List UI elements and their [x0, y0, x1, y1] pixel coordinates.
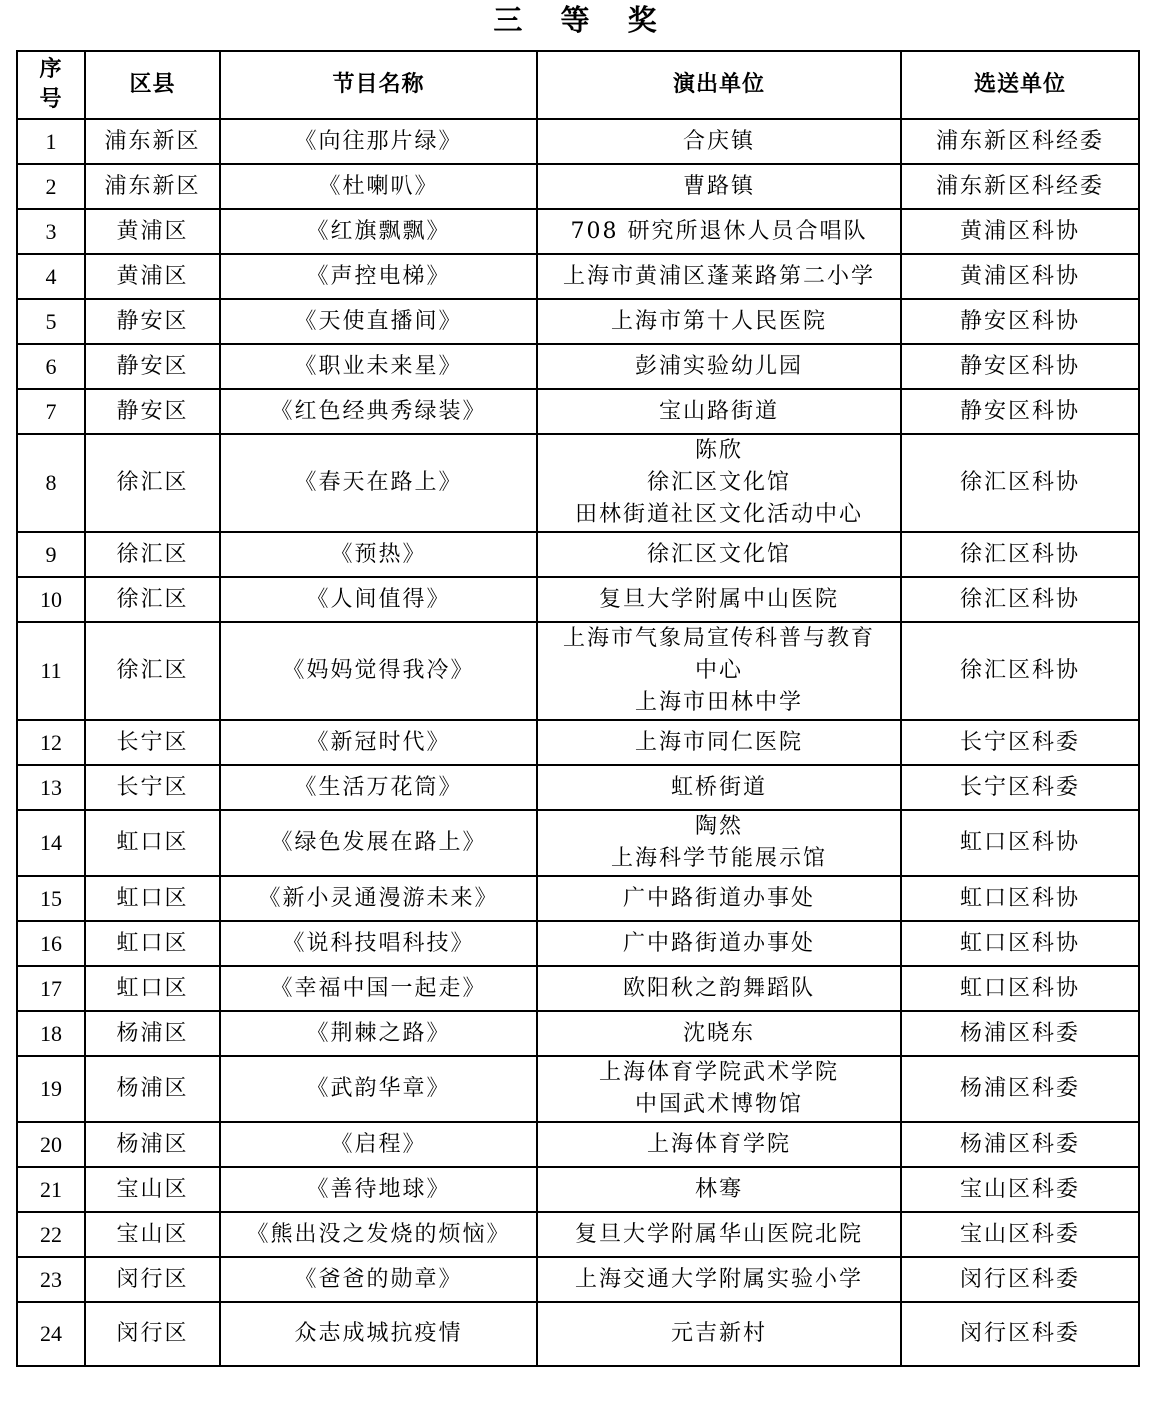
cell-program: 《爸爸的勋章》: [220, 1257, 537, 1302]
column-header-program: 节目名称: [220, 51, 537, 119]
cell-program: 《天使直播间》: [220, 299, 537, 344]
table-row: [17, 389, 1139, 434]
cell-sender: 虹口区科协: [901, 876, 1139, 921]
cell-sender: 宝山区科委: [901, 1212, 1139, 1257]
cell-no: 8: [17, 434, 85, 532]
table-header: [17, 51, 1139, 119]
cell-sender: 徐汇区科协: [901, 622, 1139, 720]
performer-line: 708 研究所退休人员合唱队: [570, 218, 868, 244]
cell-performer: [537, 577, 901, 622]
cell-district: 长宁区: [85, 720, 220, 765]
cell-performer: [537, 810, 901, 876]
cell-program: 《妈妈觉得我冷》: [220, 622, 537, 720]
performer-line: 复旦大学附属华山医院北院: [574, 1221, 863, 1247]
awards-table: [16, 50, 1140, 1367]
table-row: [17, 577, 1139, 622]
cell-district: 徐汇区: [85, 622, 220, 720]
performer-line: 陶然: [694, 814, 743, 839]
cell-sender: 虹口区科协: [901, 921, 1139, 966]
cell-district: 徐汇区: [85, 434, 220, 532]
performer-line: 上海市气象局宣传科普与教育: [562, 626, 875, 651]
cell-district: 杨浦区: [85, 1056, 220, 1122]
performer-line: 上海体育学院武术学院: [598, 1060, 839, 1085]
cell-program: 《生活万花筒》: [220, 765, 537, 810]
cell-sender: 黄浦区科协: [901, 254, 1139, 299]
cell-sender: 杨浦区科委: [901, 1056, 1139, 1122]
cell-sender: 黄浦区科协: [901, 209, 1139, 254]
cell-performer: [537, 765, 901, 810]
performer-line: 上海交通大学附属实验小学: [574, 1266, 863, 1292]
cell-no: 7: [17, 389, 85, 434]
cell-performer: [537, 720, 901, 765]
performer-line: 广中路街道办事处: [622, 885, 815, 911]
table-row: [17, 765, 1139, 810]
cell-program: 《预热》: [220, 532, 537, 577]
column-header-sender: 选送单位: [901, 51, 1139, 119]
cell-district: 虹口区: [85, 966, 220, 1011]
cell-sender: 虹口区科协: [901, 810, 1139, 876]
cell-no: 5: [17, 299, 85, 344]
cell-no: 24: [17, 1302, 85, 1366]
performer-line: 复旦大学附属中山医院: [598, 586, 839, 612]
column-header-no: 序号: [17, 51, 85, 119]
cell-performer: [537, 209, 901, 254]
cell-no: 12: [17, 720, 85, 765]
column-header-performer: 演出单位: [537, 51, 901, 119]
cell-program: 《职业未来星》: [220, 344, 537, 389]
cell-district: 虹口区: [85, 810, 220, 876]
table-row: [17, 810, 1139, 876]
table-row: [17, 532, 1139, 577]
performer-line: 欧阳秋之韵舞蹈队: [622, 975, 815, 1001]
cell-district: 宝山区: [85, 1167, 220, 1212]
cell-performer: [537, 1257, 901, 1302]
cell-sender: 徐汇区科协: [901, 434, 1139, 532]
performer-line: 林骞: [694, 1176, 743, 1202]
table-row: [17, 876, 1139, 921]
performer-line: 合庆镇: [682, 128, 755, 154]
cell-program: 《声控电梯》: [220, 254, 537, 299]
cell-performer: [537, 344, 901, 389]
cell-no: 14: [17, 810, 85, 876]
cell-sender: 杨浦区科委: [901, 1122, 1139, 1167]
cell-district: 虹口区: [85, 921, 220, 966]
table-row: [17, 966, 1139, 1011]
cell-performer: [537, 119, 901, 164]
cell-no: 11: [17, 622, 85, 720]
cell-program: 众志成城抗疫情: [220, 1302, 537, 1366]
cell-sender: 徐汇区科协: [901, 532, 1139, 577]
cell-performer: [537, 254, 901, 299]
cell-district: 黄浦区: [85, 254, 220, 299]
cell-program: 《红旗飘飘》: [220, 209, 537, 254]
cell-no: 13: [17, 765, 85, 810]
table-row: [17, 1167, 1139, 1212]
cell-program: 《红色经典秀绿装》: [220, 389, 537, 434]
cell-performer: [537, 299, 901, 344]
performer-line: 上海体育学院: [646, 1131, 791, 1157]
cell-sender: 杨浦区科委: [901, 1011, 1139, 1056]
cell-no: 23: [17, 1257, 85, 1302]
cell-no: 18: [17, 1011, 85, 1056]
cell-sender: 宝山区科委: [901, 1167, 1139, 1212]
performer-line: 中心: [694, 658, 743, 683]
cell-performer: [537, 622, 901, 720]
cell-district: 黄浦区: [85, 209, 220, 254]
table-row: [17, 1122, 1139, 1167]
cell-no: 2: [17, 164, 85, 209]
performer-line: 广中路街道办事处: [622, 930, 815, 956]
cell-no: 6: [17, 344, 85, 389]
table-row: [17, 344, 1139, 389]
cell-district: 静安区: [85, 344, 220, 389]
cell-district: 杨浦区: [85, 1011, 220, 1056]
performer-line: 彭浦实验幼儿园: [634, 353, 803, 379]
table-row: [17, 622, 1139, 720]
table-row: [17, 119, 1139, 164]
performer-line: 徐汇区文化馆: [646, 541, 791, 567]
table-row: [17, 720, 1139, 765]
table-row: [17, 299, 1139, 344]
table-row: [17, 254, 1139, 299]
performer-line: 元吉新村: [670, 1321, 767, 1346]
cell-program: 《春天在路上》: [220, 434, 537, 532]
cell-district: 宝山区: [85, 1212, 220, 1257]
performer-line: 上海市第十人民医院: [610, 308, 827, 334]
cell-performer: [537, 389, 901, 434]
table-row: [17, 921, 1139, 966]
table-row: [17, 434, 1139, 532]
cell-performer: [537, 966, 901, 1011]
cell-program: 《熊出没之发烧的烦恼》: [220, 1212, 537, 1257]
table-row: [17, 1212, 1139, 1257]
cell-no: 16: [17, 921, 85, 966]
cell-district: 浦东新区: [85, 164, 220, 209]
cell-performer: [537, 164, 901, 209]
cell-sender: 静安区科协: [901, 389, 1139, 434]
performer-line: 上海市黄浦区蓬莱路第二小学: [562, 263, 875, 289]
cell-district: 徐汇区: [85, 577, 220, 622]
performer-line: 田林街道社区文化活动中心: [574, 502, 863, 527]
table-row: [17, 164, 1139, 209]
column-header-district: 区县: [85, 51, 220, 119]
cell-sender: 长宁区科委: [901, 720, 1139, 765]
cell-no: 1: [17, 119, 85, 164]
cell-sender: 徐汇区科协: [901, 577, 1139, 622]
cell-district: 徐汇区: [85, 532, 220, 577]
cell-program: 《善待地球》: [220, 1167, 537, 1212]
performer-line: 上海市田林中学: [634, 690, 803, 715]
cell-sender: 长宁区科委: [901, 765, 1139, 810]
cell-no: 20: [17, 1122, 85, 1167]
cell-sender: 虹口区科协: [901, 966, 1139, 1011]
cell-no: 4: [17, 254, 85, 299]
cell-performer: [537, 1011, 901, 1056]
cell-performer: [537, 1212, 901, 1257]
table-row: [17, 1257, 1139, 1302]
cell-performer: [537, 921, 901, 966]
cell-sender: 静安区科协: [901, 344, 1139, 389]
cell-performer: [537, 1302, 901, 1366]
cell-performer: [537, 1122, 901, 1167]
header-row: [17, 51, 1139, 119]
cell-district: 静安区: [85, 299, 220, 344]
cell-performer: [537, 434, 901, 532]
cell-district: 闵行区: [85, 1302, 220, 1366]
cell-program: 《新冠时代》: [220, 720, 537, 765]
cell-district: 虹口区: [85, 876, 220, 921]
performer-line: 徐汇区文化馆: [646, 470, 791, 495]
page-title: 三 等 奖: [493, 3, 671, 37]
cell-performer: [537, 532, 901, 577]
table-row: [17, 1056, 1139, 1122]
table-row: [17, 1011, 1139, 1056]
performer-line: 沈晓东: [682, 1020, 755, 1046]
cell-no: 22: [17, 1212, 85, 1257]
performer-line: 宝山路街道: [658, 398, 779, 424]
table-row: [17, 209, 1139, 254]
cell-sender: 闵行区科委: [901, 1257, 1139, 1302]
cell-program: 《新小灵通漫游未来》: [220, 876, 537, 921]
cell-sender: 浦东新区科经委: [901, 164, 1139, 209]
cell-sender: 闵行区科委: [901, 1302, 1139, 1366]
cell-no: 17: [17, 966, 85, 1011]
table-body: [17, 119, 1139, 1366]
cell-program: 《启程》: [220, 1122, 537, 1167]
table-row: [17, 1302, 1139, 1366]
cell-program: 《绿色发展在路上》: [220, 810, 537, 876]
cell-performer: [537, 876, 901, 921]
cell-no: 9: [17, 532, 85, 577]
cell-district: 闵行区: [85, 1257, 220, 1302]
performer-line: 上海市同仁医院: [634, 729, 803, 755]
cell-sender: 浦东新区科经委: [901, 119, 1139, 164]
performer-line: 虹桥街道: [670, 774, 767, 800]
cell-no: 15: [17, 876, 85, 921]
performer-line: 中国武术博物馆: [634, 1092, 803, 1117]
cell-no: 21: [17, 1167, 85, 1212]
cell-sender: 静安区科协: [901, 299, 1139, 344]
cell-program: 《杜喇叭》: [220, 164, 537, 209]
cell-performer: [537, 1056, 901, 1122]
cell-no: 10: [17, 577, 85, 622]
cell-program: 《幸福中国一起走》: [220, 966, 537, 1011]
cell-program: 《武韵华章》: [220, 1056, 537, 1122]
cell-program: 《人间值得》: [220, 577, 537, 622]
cell-district: 杨浦区: [85, 1122, 220, 1167]
cell-program: 《荆棘之路》: [220, 1011, 537, 1056]
cell-program: 《向往那片绿》: [220, 119, 537, 164]
cell-program: 《说科技唱科技》: [220, 921, 537, 966]
performer-line: 上海科学节能展示馆: [610, 846, 827, 871]
cell-performer: [537, 1167, 901, 1212]
performer-line: 陈欣: [694, 438, 743, 463]
performer-line: 曹路镇: [682, 173, 755, 199]
cell-no: 19: [17, 1056, 85, 1122]
cell-district: 浦东新区: [85, 119, 220, 164]
cell-no: 3: [17, 209, 85, 254]
cell-district: 静安区: [85, 389, 220, 434]
cell-district: 长宁区: [85, 765, 220, 810]
